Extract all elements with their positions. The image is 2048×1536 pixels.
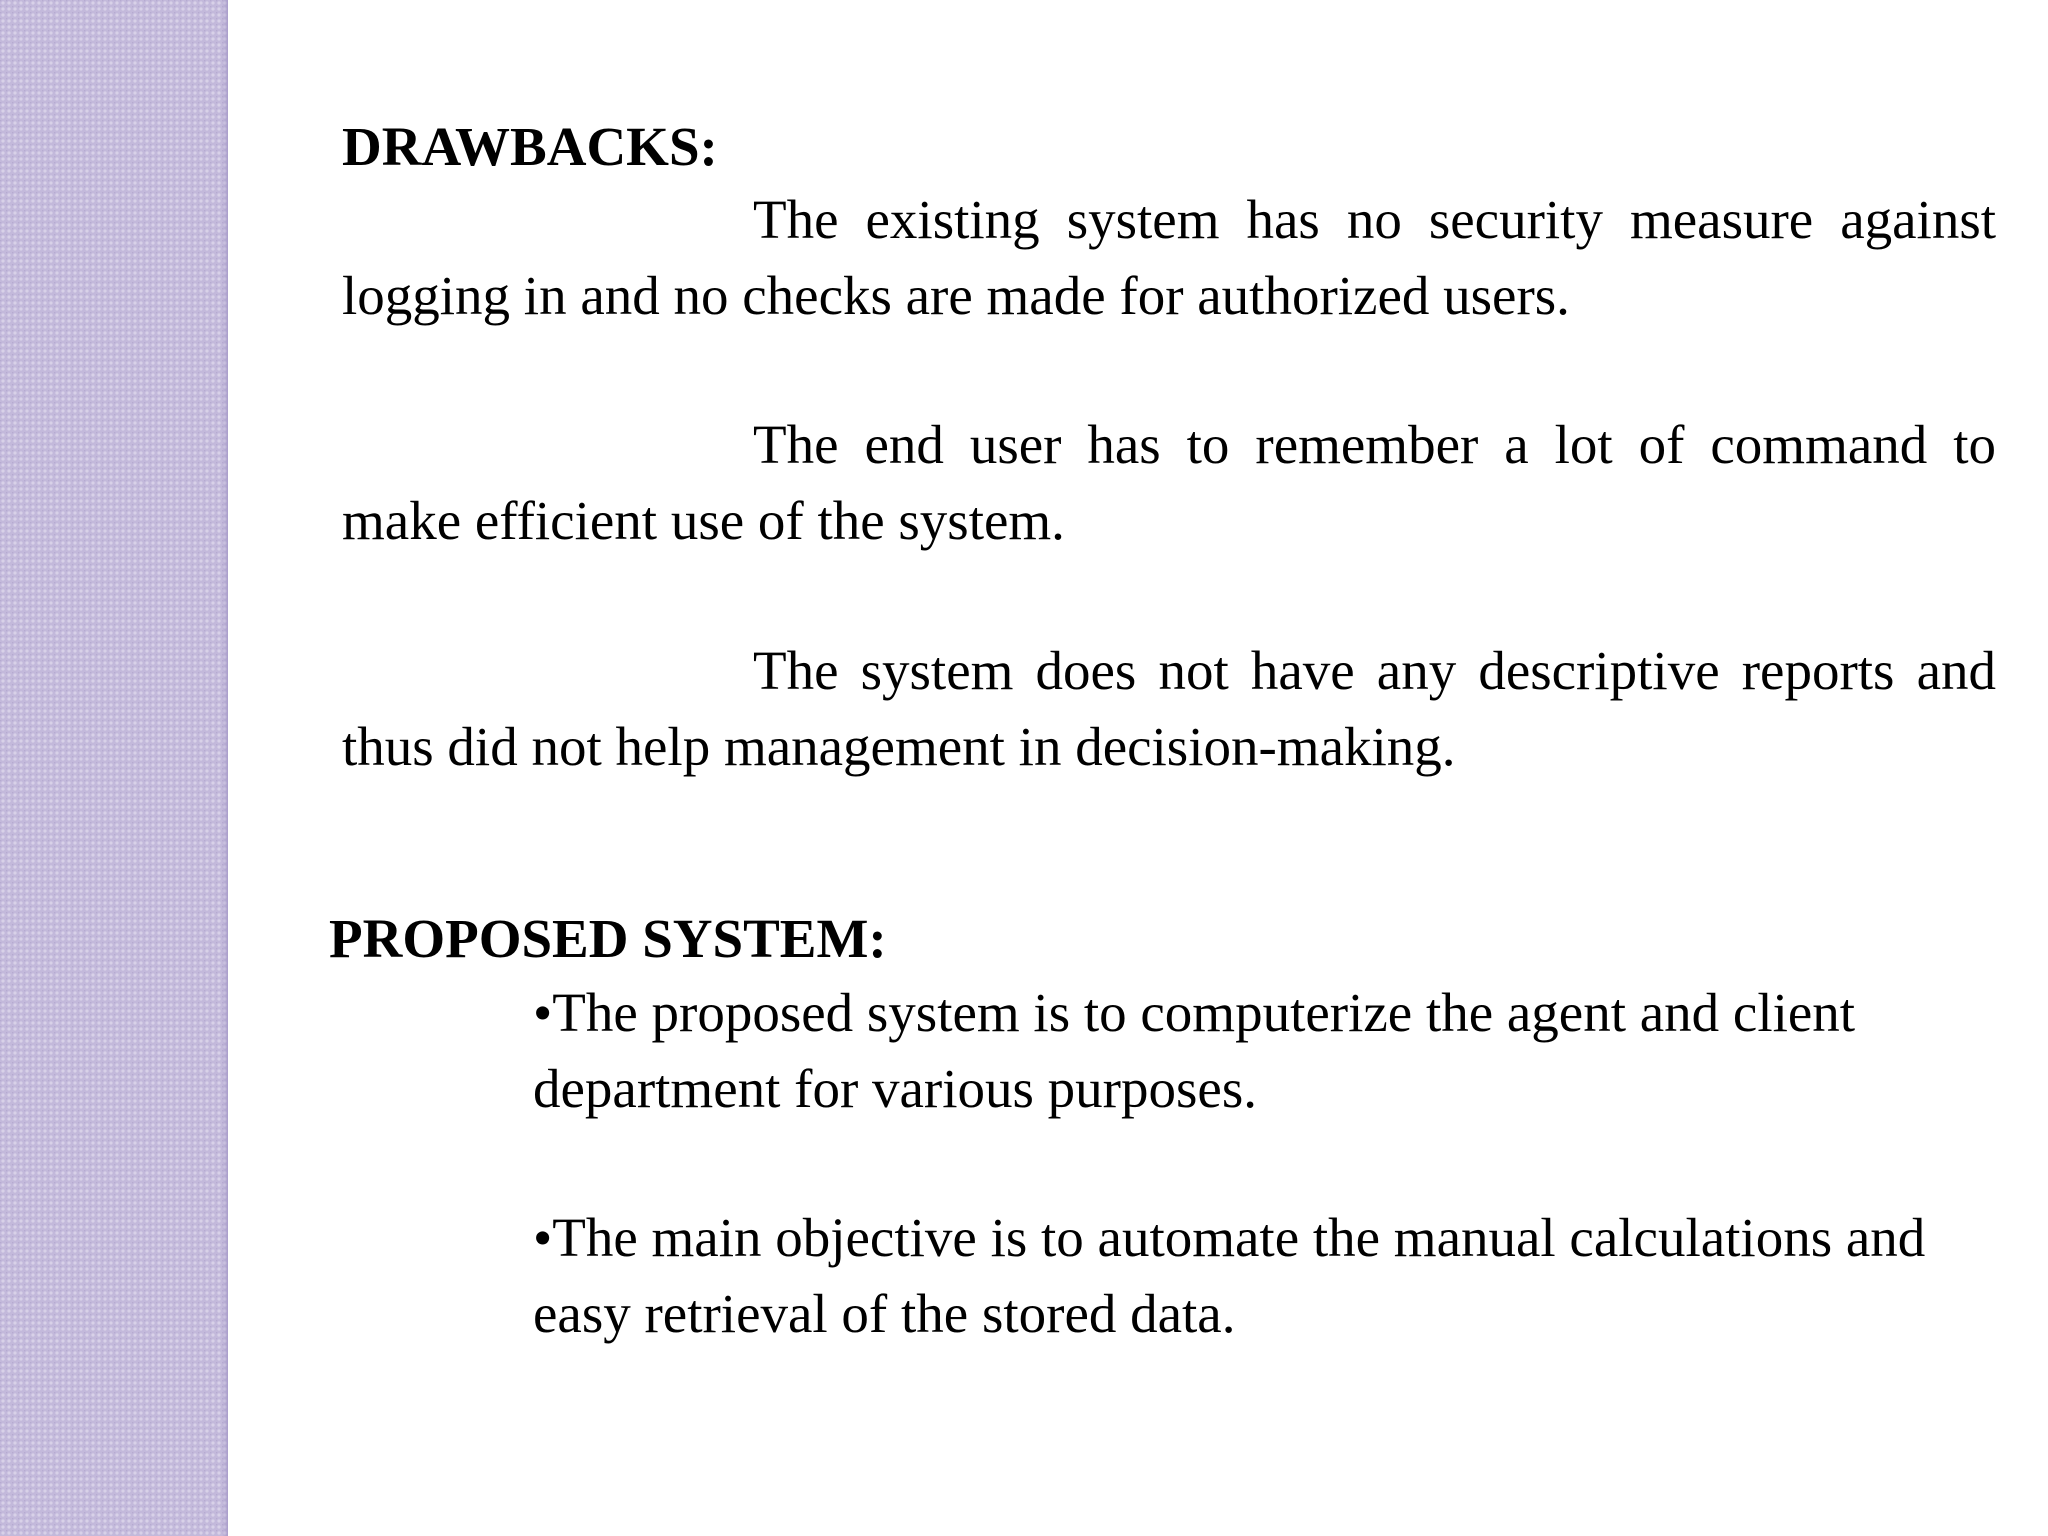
- drawback-paragraph-security: The existing system has no security measure against logging in and no checks are made for authorized users.: [342, 189, 1996, 326]
- proposed-bullet-computerize: •The proposed system is to computerize the agent and client department for various purposes.: [533, 982, 1856, 1119]
- decorative-side-band: [0, 0, 228, 1536]
- side-band-edge: [222, 0, 228, 1536]
- drawback-paragraph-commands: The end user has to remember a lot of command to make efficient use of the system.: [342, 414, 1996, 551]
- drawbacks-heading: DRAWBACKS:: [342, 116, 718, 177]
- drawback-paragraph-reports: The system does not have any descriptive reports and thus did not help management in decision-making.: [342, 640, 1996, 777]
- proposed-system-heading: PROPOSED SYSTEM:: [329, 908, 887, 969]
- proposed-bullet-automate: •The main objective is to automate the manual calculations and easy retrieval of the stored data.: [533, 1207, 1926, 1344]
